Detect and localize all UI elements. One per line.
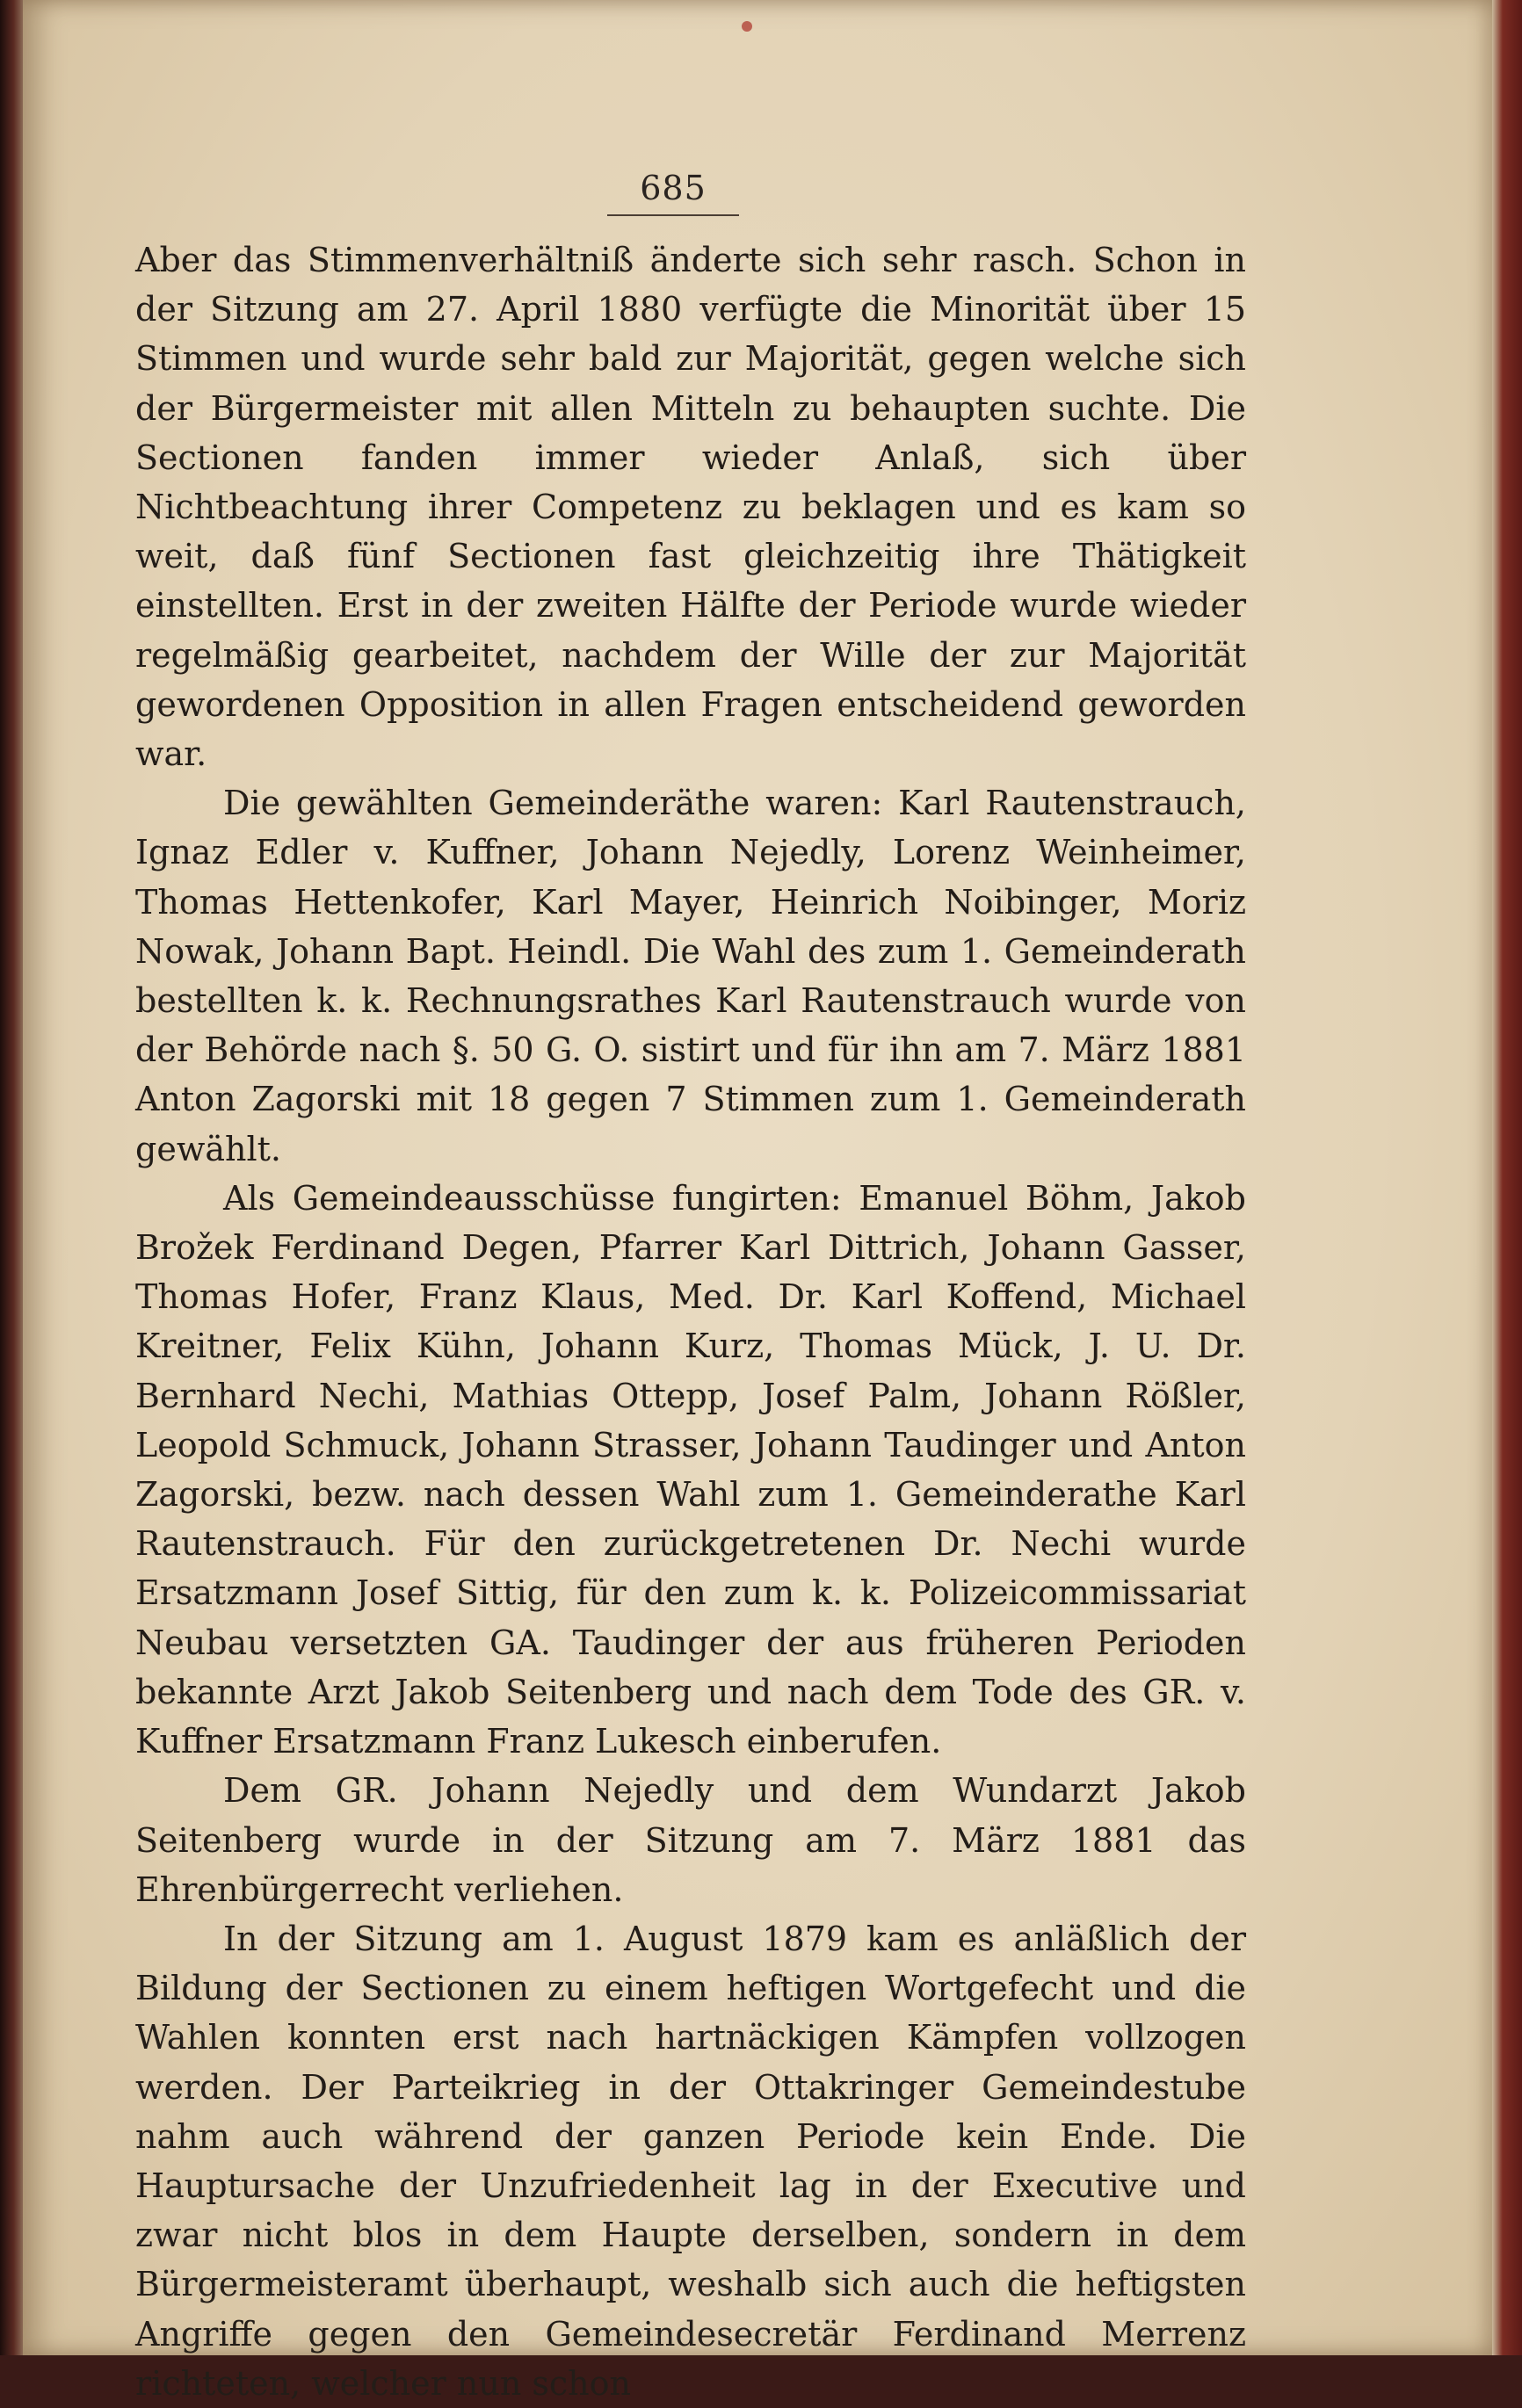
page-header [603,169,743,216]
book-page [23,0,1492,2403]
paragraph: In der Sitzung am 1. August 1879 kam es anläßlich der Bildung der Sectionen zu einem heftigen Wortgefecht und die Wahlen konnten erst nach hartnäckigen Kämpfen vollzogen werden. Der Parteikrieg in der Ottakringer Gemeindestube nahm auch während der ganzen Periode kein Ende. Die Hauptursache der Unzufriedenheit lag in der Executive und zwar nicht blos in dem Haupte derselben, sondern in dem Bürgermeisteramt überhaupt, weshalb sich auch die heftigsten Angriffe gegen den Gemeindesecretär Ferdinand Merrenz richteten, welcher nun schon [135,1919,1246,2403]
page-number-rule [607,214,739,216]
paragraph: Die gewählten Gemeinderäthe waren: Karl Rautenstrauch, Ignaz Edler v. Kuffner, Johann Nejedly, Lorenz Weinheimer, Thomas Hettenkofer, Karl Mayer, Heinrich Noibinger, Moriz Nowak, Johann Bapt. Heindl. Die Wahl des zum 1. Gemeinderath bestellten k. k. Rechnungsrathes Karl Rautenstrauch wurde von der Behörde nach §. 50 G. O. sistirt und für ihn am 7. März 1881 Anton Zagorski mit 18 gegen 7 Stimmen zum 1. Gemeinderath gewählt. [135,784,1246,1168]
book-cover-edge [1492,0,1522,2355]
paragraph: Als Gemeindeausschüsse fungirten: Emanuel Böhm, Jakob Brožek Ferdinand Degen, Pfarrer Karl Dittrich, Johann Gasser, Thomas Hofer, Franz Klaus, Med. Dr. Karl Koffend, Michael Kreitner, Felix Kühn, Johann Kurz, Thomas Mück, J. U. Dr. Bernhard Nechi, Mathias Ottepp, Josef Palm, Johann Rößler, Leopold Schmuck, Johann Strasser, Johann Taudinger und Anton Zagorski, bezw. nach dessen Wahl zum 1. Gemeinderathe Karl Rautenstrauch. Für den zurückgetretenen Dr. Nechi wurde Ersatzmann Josef Sittig, für den zum k. k. Polizeicommissariat Neubau versetzten GA. Taudinger der aus früheren Perioden bekannte Arzt Jakob Seitenberg und nach dem Tode des GR. v. Kuffner Ersatzmann Franz Lukesch einberufen. [135,1178,1246,1761]
paragraph: Dem GR. Johann Nejedly und dem Wundarzt Jakob Seitenberg wurde in der Sitzung am 7. März 1881 das Ehrenbürgerrecht verliehen. [135,1771,1246,1909]
book-spine [0,0,23,2355]
ink-spot [742,21,752,32]
body-text [135,235,1246,2408]
page-number: 685 [640,169,707,207]
paragraph: Aber das Stimmenverhältniß änderte sich sehr rasch. Schon in der Sitzung am 27. April 1880 verfügte die Minorität über 15 Stimmen und wurde sehr bald zur Majorität, gegen welche sich der Bürgermeister mit allen Mitteln zu behaupten suchte. Die Sectionen fanden immer wieder Anlaß, sich über Nichtbeachtung ihrer Competenz zu beklagen und es kam so weit, daß fünf Sectionen fast gleichzeitig ihre Thätigkeit einstellten. Erst in der zweiten Hälfte der Periode wurde wieder regelmäßig gearbeitet, nachdem der Wille der zur Majorität gewordenen Opposition in allen Fragen entscheidend geworden war. [135,241,1246,774]
